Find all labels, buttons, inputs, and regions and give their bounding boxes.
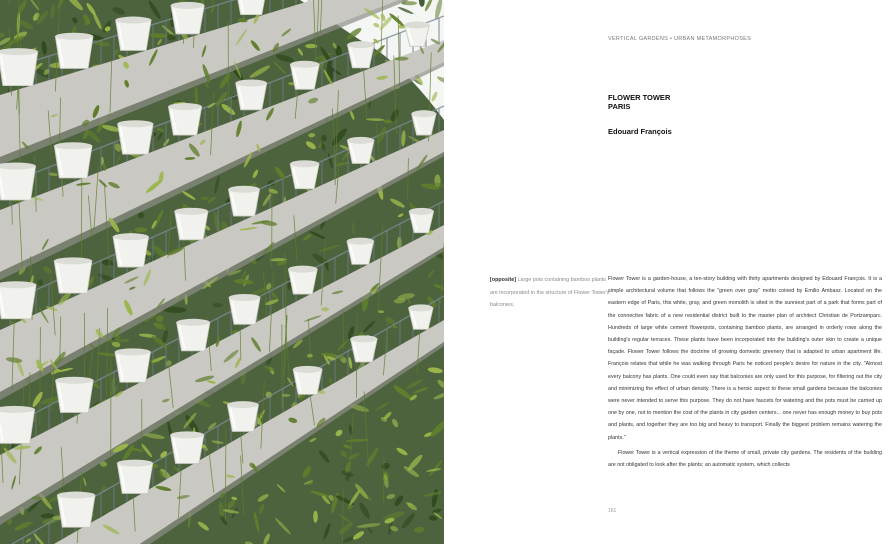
flowerpot — [236, 80, 267, 110]
flowerpot — [0, 406, 35, 444]
leaf — [313, 511, 318, 523]
flowerpot — [54, 142, 92, 178]
flowerpot — [227, 401, 258, 431]
flowerpot — [347, 238, 374, 265]
flowerpot — [347, 41, 374, 68]
title-line-1: FLOWER TOWER — [608, 93, 671, 102]
title-line-2: PARIS — [608, 102, 631, 111]
flowerpot — [113, 233, 149, 267]
flowerpot — [0, 48, 38, 86]
flowerpot — [118, 120, 154, 154]
bamboo-stem — [81, 178, 82, 262]
leaf — [31, 496, 42, 499]
page-number: 161 — [608, 508, 617, 514]
flowerpot — [115, 348, 151, 382]
bamboo-stem — [225, 429, 226, 521]
flowerpot — [175, 208, 208, 240]
body-text — [608, 273, 882, 471]
flowerpot — [290, 61, 319, 90]
flowerpot — [236, 0, 267, 15]
caption-tag: [opposite] — [490, 277, 517, 283]
flowerpot — [229, 294, 260, 324]
flowerpot — [0, 281, 36, 319]
text-page — [444, 0, 889, 544]
body-paragraph-1: Flower Tower is a garden-house, a ten-story building with thirty apartments designed by Edouard François. It is a simple architectural volume that follows the "green over gray" motto coined by Emilio Ambasz. Located on the eastern edge of Paris, this white, gray, and green monolith is sited in the sunniest part of a park that forms part of the connective fabric of a new residential district built to the master plan of architect Christian de Portzamparc. Hundreds of large white cement flowerpots, containing bamboo plants, are arranged in orderly rows along the building's regular terraces. These plants have been incorporated into the building's outer skin to create a unique façade. Flower Tower follows the doctrine of growing domestic greenery that is adapted to urban apartment life. François relates that while he was walking through Paris he noticed people's desire for nature in the city. "Almost every balcony has plants. One could even say that balconies are only used for this purpose, for filtering out the city and minimizing the effect of urban density. There is a heroic aspect to these small gardens because the balconies were never intended to serve this purpose. They do not have faucets for watering and the pots must be carried up one by one, not to mention the cost of the plants in city garden centers... one never has enough money to buy pots and plants, and together they are too big and heavy to transport. Finally the biggest problem remains watering the plants." — [608, 276, 882, 441]
flowerpot — [168, 103, 201, 135]
flowerpot — [57, 492, 95, 528]
flowerpot — [228, 186, 259, 216]
author-name: Edouard François — [608, 127, 672, 136]
body-paragraph-2: Flower Tower is a vertical expression of the theme of small, private city gardens. The residents of the building are not obligated to look after the plants; an automatic system, which collects — [608, 449, 882, 469]
flowerpot — [293, 366, 322, 395]
flowerpot — [177, 319, 210, 351]
flowerpot — [0, 163, 36, 201]
flowerpot — [55, 33, 93, 69]
flowerpot — [171, 431, 204, 463]
flowerpot — [117, 460, 153, 494]
flowerpot — [288, 266, 317, 295]
flowerpot — [347, 137, 374, 164]
caption-text: Large pots containing bamboo plants are incorporated in the structure of Flower Tower's balconies. — [490, 277, 610, 308]
flowerpot — [290, 160, 319, 189]
photo-illustration — [0, 0, 444, 544]
running-head: VERTICAL GARDENS • URBAN METAMORPHOSES — [608, 36, 752, 42]
flowerpot — [350, 335, 377, 362]
flowerpot — [171, 2, 204, 34]
article-title — [608, 93, 670, 111]
photo-flower-tower — [0, 0, 444, 544]
flowerpot — [55, 377, 93, 413]
flowerpot — [54, 257, 92, 293]
photo-caption — [490, 274, 610, 312]
flowerpot — [116, 17, 152, 51]
